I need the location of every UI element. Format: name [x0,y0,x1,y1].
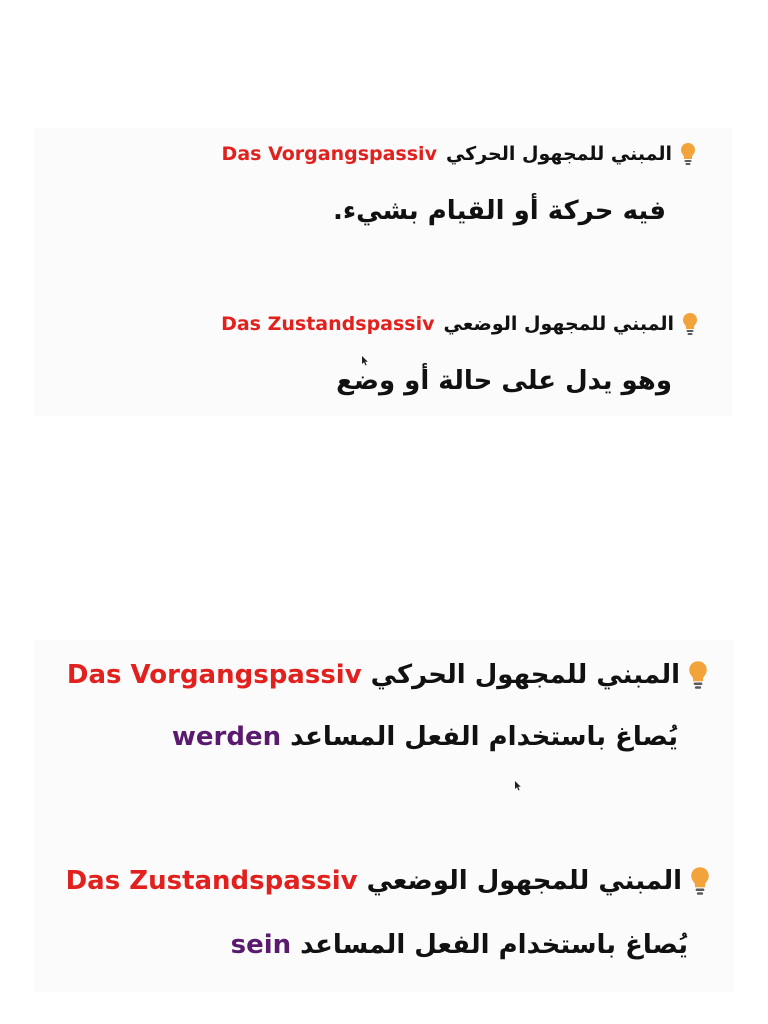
top-item2-description: وهو يدل على حالة أو وضع [336,366,672,396]
bottom-item2-description-line [231,930,688,960]
bottom-item2-arabic: المبني للمجهول الوضعي [366,866,682,896]
top-item1-description: فيه حركة أو القيام بشيء. [333,196,666,226]
bottom-item2-term: Das Zustandspassiv [65,866,358,896]
top-item2-term: Das Zustandspassiv [221,313,435,335]
lightbulb-icon [682,312,698,336]
mouse-pointer-icon [362,351,369,370]
lightbulb-icon [680,142,696,166]
bottom-item1-heading [67,660,708,690]
bottom-item2-description: يُصاغ باستخدام الفعل المساعد [300,930,688,960]
top-item1-heading [222,142,696,166]
bottom-item1-verb: werden [171,722,282,752]
bottom-item1-description-line [172,722,678,752]
bottom-item2-heading [66,866,710,896]
bottom-item2-verb: sein [230,930,292,960]
lightbulb-icon [690,866,710,896]
top-item2-arabic: المبني للمجهول الوضعي [443,313,674,335]
top-item1-arabic: المبني للمجهول الحركي [445,143,672,165]
lightbulb-icon [688,660,708,690]
bottom-item1-arabic: المبني للمجهول الحركي [370,660,680,690]
bottom-item1-term: Das Vorgangspassiv [66,660,362,690]
top-item2-heading [221,312,698,336]
top-item1-term: Das Vorgangspassiv [221,143,437,165]
mouse-pointer-icon [515,776,522,795]
bottom-item1-description: يُصاغ باستخدام الفعل المساعد [290,722,678,752]
